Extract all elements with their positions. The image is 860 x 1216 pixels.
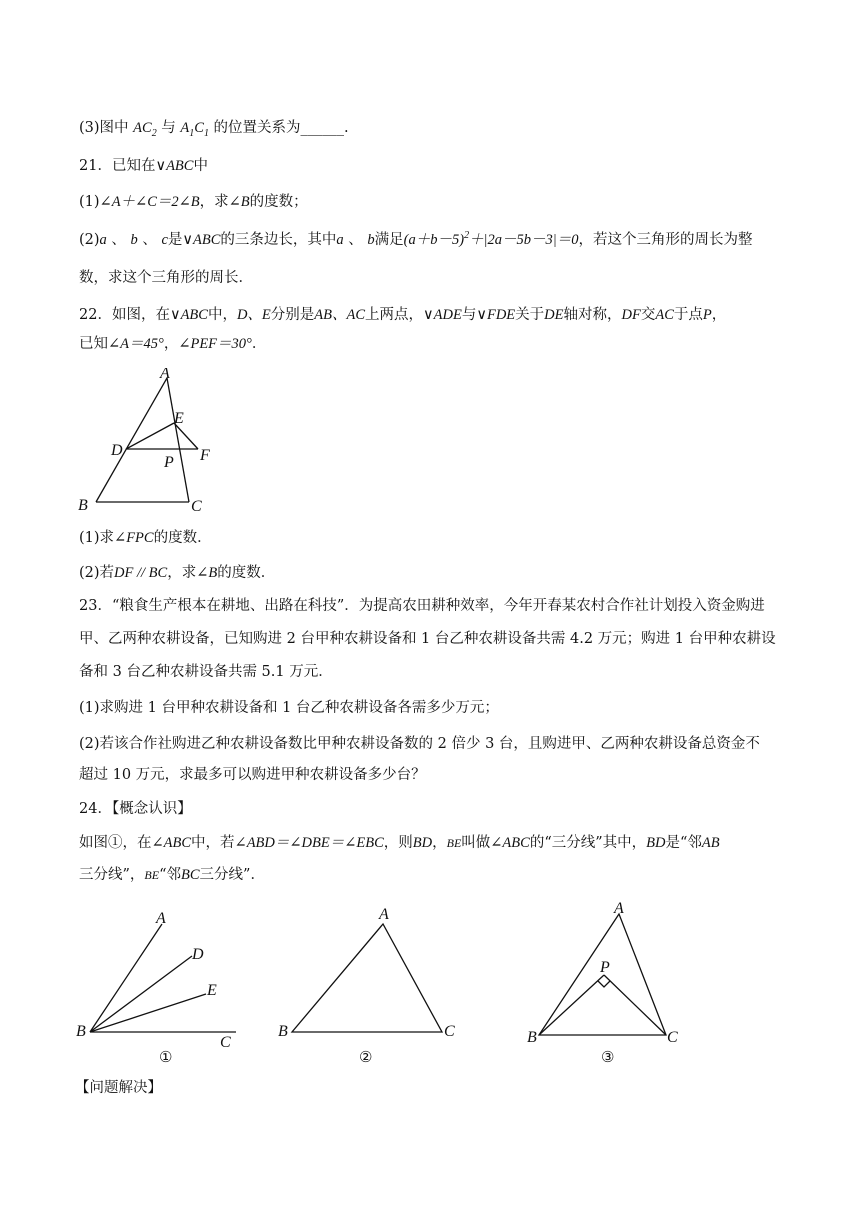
q24-l1-c: ，则 (383, 835, 413, 851)
q24-l2-b: “邻 (159, 867, 182, 883)
q21-part2-num: (2) (79, 232, 100, 248)
var-c: c (161, 232, 168, 248)
fig1-ray-ba (90, 924, 162, 1032)
segment-a1c1-a: A (180, 120, 190, 136)
q22-p2-angle: ∠B (196, 565, 218, 581)
segment-ac2-text: AC (133, 120, 152, 136)
q24-l1-f: 的“三分线”其中， (529, 835, 647, 851)
q22-l2-b: ， (163, 336, 179, 352)
q22-l2-eq1: ∠A＝45° (108, 336, 164, 352)
q24-l2-a: 三分线”， (79, 867, 145, 883)
fig3-seg-pc (604, 975, 666, 1035)
q21-part2-text3: ，若这个三角形的周长为整 (578, 232, 753, 248)
q22-l1-g: 轴对称， (563, 307, 622, 323)
fig1-ray-be (90, 994, 206, 1032)
q23-line1: 23．“粮食生产根本在耕地、出路在科技”．为提高农田耕种效率，今年开春某农村合作社计划投入资金购进 (79, 598, 765, 614)
q24-l1-be: BE (446, 836, 462, 850)
q22-l1-p: P (702, 307, 712, 323)
fig3-seg-bp (539, 975, 604, 1035)
q21-part2-sep2: 、 (137, 232, 157, 248)
q22-l1-de: D、E (236, 307, 271, 323)
fig22-side-ac (167, 378, 189, 502)
q22-l1-c: 分别是 (270, 307, 315, 323)
q22-p2-expr: DF // BC (114, 565, 168, 581)
q24-l1-angle: ∠ABC (151, 835, 192, 851)
q21-part2: (2)a 、 b 、 c是∨ABC的三条边长，其中a 、 b满足$(a+b-5)^2+|2a-5b-3|=0$，若这个三角形的周长为整 (79, 230, 753, 248)
q21-part1-expr: ∠A＋∠C＝2∠B (99, 194, 200, 210)
q22-l1-de2: DE (544, 307, 564, 323)
fig1-label-a: A (156, 910, 166, 927)
q21-part2-text2: 满足 (374, 232, 404, 248)
q21-part2-sep1: 、 (106, 232, 126, 248)
fig1-label-b: B (76, 1023, 86, 1040)
q24-l1-bd2: BD (646, 835, 666, 851)
q24-l2-be: BE (144, 868, 160, 882)
q22-part1 (79, 528, 212, 548)
fig2-triangle (292, 924, 442, 1032)
q24-title: 24．【概念认识】 (79, 801, 192, 817)
q22-l1-d: 上两点， (365, 307, 424, 323)
q24-l1-eq: ∠ABD＝∠DBE＝∠EBC (234, 835, 384, 851)
q21-equation-part2: ＋|2a－5b－3|＝0 (469, 232, 579, 248)
q24-l1-angle2: ∠ABC (490, 835, 530, 851)
q20-part3 (79, 118, 349, 138)
fig2-label-b: B (278, 1023, 288, 1040)
q21-part2-triangle: ∨ABC (182, 232, 221, 248)
q22-l1-abac: AB、AC (314, 307, 366, 323)
var-b-2: b (367, 232, 375, 248)
q21-part1-mid: ，求 (199, 194, 229, 210)
q22-l1-ac: AC (655, 307, 674, 323)
q22-l1-df: DF (621, 307, 641, 323)
q24-l1-ab: AB (701, 835, 720, 851)
fig1-caption: ① (159, 1050, 173, 1066)
segment-a1c1-a-sub: 1 (189, 127, 195, 139)
q20-part3-prefix: (3)图中 (79, 120, 129, 136)
q22-l1-tri2: ∨ADE (423, 307, 462, 323)
fig22-label-a: A (160, 368, 170, 382)
q22-line1 (79, 305, 726, 325)
fig3-label-a: A (614, 900, 624, 917)
q21-part2-text1: 的三条边长，其中 (220, 232, 337, 248)
fig3-caption: ③ (601, 1050, 615, 1066)
q22-p1-angle: ∠FPC (114, 530, 154, 546)
fig22-label-f: F (200, 447, 210, 464)
q22-p1-prefix: (1)求 (79, 530, 115, 546)
q22-p2-prefix: (2)若 (79, 565, 115, 581)
q23-part1: (1)求购进 1 台甲种农耕设备和 1 台乙种农耕设备各需多少万元； (79, 700, 499, 716)
fig2-caption: ② (359, 1050, 373, 1066)
q22-l1-a: 22．如图，在 (79, 307, 170, 323)
q22-p1-tail: 的度数． (153, 530, 212, 546)
segment-a1c1-c-sub: 1 (203, 127, 209, 139)
q22-l1-e: 与 (461, 307, 477, 323)
q24-figures (0, 895, 860, 1075)
fig3-right-angle-mark (598, 981, 610, 987)
fig22-label-d: D (111, 442, 123, 459)
fig2-label-c: C (444, 1023, 455, 1040)
segment-ac2-sub: 2 (151, 127, 157, 139)
q24-l1-d: ， (432, 835, 447, 851)
q22-part2 (79, 563, 275, 583)
q23-part2-line2: 超过 10 万元，求最多可以购进甲种农耕设备多少台？ (79, 767, 426, 783)
q22-l1-tri: ∨ABC (169, 307, 208, 323)
fig3-label-b: B (527, 1029, 537, 1046)
q24-l2-c: 三分线”． (199, 867, 265, 883)
fig1-label-c: C (220, 1034, 231, 1051)
q22-p2-mid: ，求 (167, 565, 197, 581)
q21-part1-angle: ∠B (228, 194, 250, 210)
q24-l2-bc: BC (181, 867, 200, 883)
q24-l1-e: 叫做 (461, 835, 491, 851)
q22-triangle-figure (70, 368, 230, 520)
fig22-side-ab (96, 378, 167, 502)
q21-stem-suffix: 中 (193, 158, 208, 174)
segment-a1c1-c: C (194, 120, 204, 136)
q22-l2-eq2: ∠PEF＝30° (178, 336, 252, 352)
q20-part3-suffix: 的位置关系为______. (213, 120, 349, 136)
q21-equation-part1: (a＋b－5) (403, 232, 465, 248)
fig2-label-a: A (379, 906, 389, 923)
q24-line2 (79, 865, 265, 885)
fig22-label-b: B (78, 497, 88, 514)
q23-line2: 甲、乙两种农耕设备，已知购进 2 台甲种农耕设备和 1 台乙种农耕设备共需 4.2 万元；购进 1 台甲种农耕设 (79, 631, 776, 647)
q21-part2-line2: 数，求这个三角形的周长． (79, 270, 253, 286)
fig1-ray-bd (90, 956, 192, 1032)
q20-part3-mid: 与 (161, 120, 176, 136)
q21-part1 (79, 192, 308, 212)
q22-line2 (79, 334, 266, 354)
var-b: b (130, 232, 138, 248)
segment-a1c1 (180, 120, 209, 139)
q21-stem-triangle: ∨ABC (155, 158, 194, 174)
fig3-label-p: P (600, 959, 610, 976)
var-a: a (99, 232, 107, 248)
q24-l1-g: 是“邻 (665, 835, 702, 851)
q22-l1-i: 于点 (673, 307, 703, 323)
q23-line3: 备和 3 台乙种农耕设备共需 5.1 万元． (79, 664, 333, 680)
q21-equation-exponent: 2 (464, 230, 470, 242)
q24-l1-bd: BD (412, 835, 433, 851)
fig3-label-c: C (667, 1029, 678, 1046)
q21-part1-num: (1) (79, 194, 100, 210)
segment-ac2 (133, 120, 157, 139)
q21-part2-is: 是 (167, 232, 183, 248)
fig1-label-d: D (192, 946, 204, 963)
q22-l1-j: ， (711, 307, 727, 323)
q22-p2-tail: 的度数． (217, 565, 276, 581)
q23-part2-line1: (2)若该合作社购进乙种农耕设备数比甲种农耕设备数的 2 倍少 3 台，且购进甲、乙两种农耕设备总资金不 (79, 736, 760, 752)
q22-l2-c: ． (251, 336, 267, 352)
q24-solve-title: 【问题解决】 (75, 1080, 162, 1096)
q22-l1-f: 关于 (515, 307, 545, 323)
q24-l1-b: 中，若 (191, 835, 235, 851)
fig22-label-c: C (191, 498, 202, 515)
fig22-label-e: E (174, 410, 184, 427)
fig1-label-e: E (207, 982, 217, 999)
fig22-label-p: P (164, 454, 174, 471)
q24-line1 (79, 833, 720, 853)
q24-l1-a: 如图①，在 (79, 835, 152, 851)
q22-l1-h: 交 (640, 307, 656, 323)
q21-stem (79, 156, 208, 176)
q22-l1-b: 中， (207, 307, 237, 323)
fig1-angle-trisection (90, 924, 236, 1032)
q21-part1-tail: 的度数； (249, 194, 308, 210)
q22-l2-a: 已知 (79, 336, 108, 352)
q22-l1-tri3: ∨FDE (476, 307, 516, 323)
q21-equation (404, 232, 579, 248)
q21-stem-prefix: 21．已知在 (79, 158, 156, 174)
var-a-2: a (336, 232, 344, 248)
